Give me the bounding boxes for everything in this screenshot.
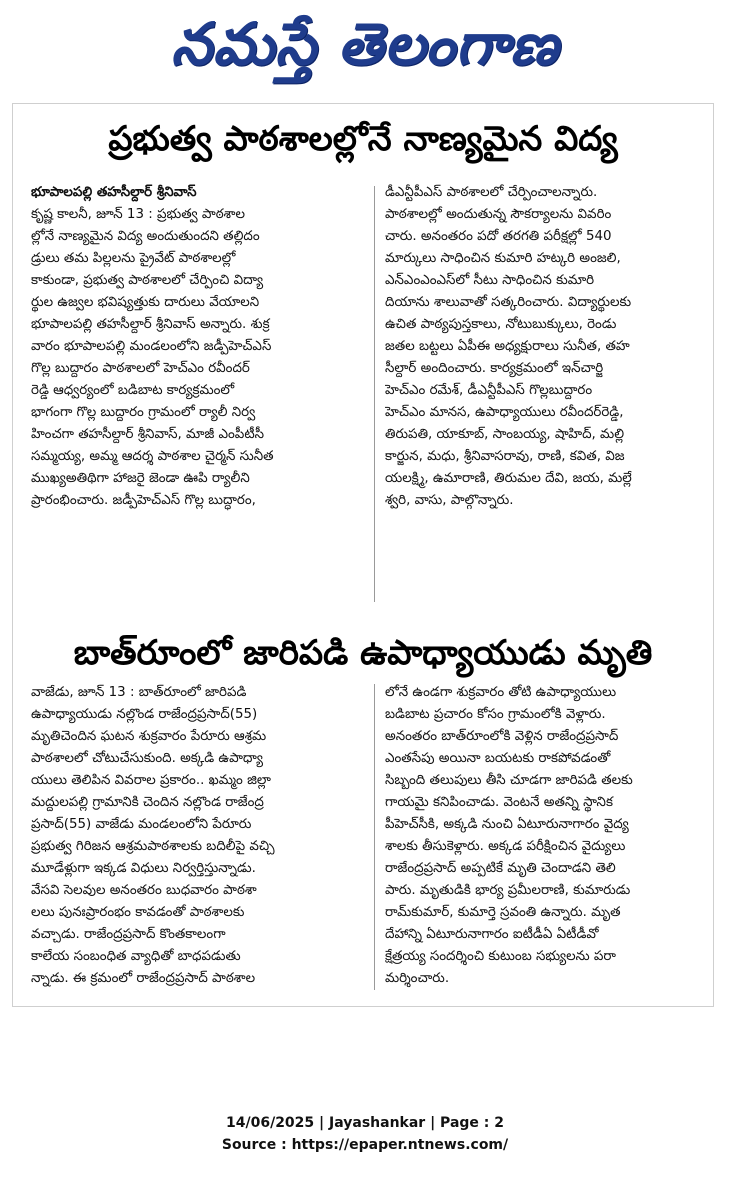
text-line: డ్రులు తమ పిల్లలను ప్రైవేట్ పాఠశాలల్లో <box>31 251 236 266</box>
text-line: సమ్మయ్య, అమ్మ ఆదర్శ పాఠశాల చైర్మన్ సునీత <box>31 449 274 464</box>
text-line: క్షేత్రయ్య సందర్శించి కుటుంబ సభ్యులను పరా <box>385 949 616 964</box>
text-line: రామ్‌కుమార్, కుమార్తె స్రవంతి ఉన్నారు. మృత <box>385 905 621 920</box>
text-line: జతల బట్టలు ఏపీఈ అధ్యక్షురాలు సునీత, తహ <box>385 339 630 354</box>
column-divider <box>374 186 375 602</box>
text-line: లోనే ఉండగా శుక్రవారం తోటి ఉపాధ్యాయులు <box>385 685 617 700</box>
text-line: చారు. అనంతరం పదో తరగతి పరీక్షల్లో 540 <box>385 229 612 244</box>
text-line: సిబ్బంది తలుపులు తీసి చూడగా జారిపడి తలకు <box>385 773 633 788</box>
text-line: మార్కులు సాధించిన కుమారి హట్కరి అంజలి, <box>385 251 621 266</box>
text-line: వాజేడు, జూన్ 13 : బాత్‌రూంలో జారిపడి <box>31 685 247 700</box>
text-line: తిరుపతి, యాకూబ్, సాంబయ్య, షాహిద్, మల్లి <box>385 427 625 442</box>
text-line: బడిబాట ప్రచారం కోసం గ్రామంలోకి వెళ్లారు. <box>385 707 606 722</box>
article1-column-left <box>31 182 365 602</box>
article1-column-right <box>385 182 703 602</box>
text-line: భాగంగా గొల్ల బుద్దారం గ్రామంలో ర్యాలీ నిర్వ <box>31 405 256 420</box>
text-line: దేహాన్ని ఏటూరునాగారం ఐటీడీఏ ఏటీడీవో <box>385 927 599 942</box>
news-clipping <box>12 103 714 1007</box>
text-line: మర్శించారు. <box>385 971 450 986</box>
text-line: రాజేంద్రప్రసాద్ అప్పటికే మృతి చెందాడని తెలి <box>385 861 616 876</box>
text-line: కాలేయ సంబంధిత వ్యాధితో బాధపడుతు <box>31 949 241 964</box>
text-line: ప్రభుత్వ గిరిజన ఆశ్రమపాఠశాలకు బదిలీపై వచ్చి <box>31 839 275 854</box>
text-line: అనంతరం బాత్‌రూంలోకి వెళ్లిన రాజేంద్రప్రసాద్ <box>385 729 619 744</box>
text-line: శాలకు తీసుకెళ్లారు. అక్కడ పరీక్షించిన వైద్యులు <box>385 839 626 854</box>
text-line: వచ్చాడు. రాజేంద్రప్రసాద్ కొంతకాలంగా <box>31 927 226 942</box>
text-line: లలు పునఃప్రారంభం కావడంతో పాఠశాలకు <box>31 905 245 920</box>
article1-byline: భూపాలపల్లి తహసీల్దార్ శ్రీనివాస్ <box>31 185 197 200</box>
text-line: భూపాలపల్లి తహసీల్దార్ శ్రీనివాస్ అన్నారు. శుక్ర <box>31 317 270 332</box>
text-line: యలక్ష్మి, ఉమారాణి, తిరుమల దేవి, జయ, మల్లే <box>385 471 632 486</box>
article2-headline: బాత్‌రూంలో జారిపడి ఉపాధ్యాయుడు మృతి <box>73 633 653 673</box>
footer-source-link[interactable]: Source : https://epaper.ntnews.com/ <box>221 1137 509 1153</box>
text-line: దియాను శాలువాతో సత్కరించారు. విద్యార్థులకు <box>385 295 632 310</box>
text-line: పాఠశాలలో చోటుచేసుకుంది. అక్కడి ఉపాధ్యా <box>31 751 263 766</box>
text-line: మద్దులపల్లి గ్రామానికి చెందిన నల్లొండ రాజేంద్ర <box>31 795 264 810</box>
text-line: ఎన్ఎంఎంఎస్‌లో సీటు సాధించిన కుమారి <box>385 273 595 288</box>
text-line: ఎంతసేపు అయినా బయటకు రాకపోవడంతో <box>385 751 611 766</box>
text-line: కాకుండా, ప్రభుత్వ పాఠశాలలో చేర్పించి విద్యా <box>31 273 264 288</box>
text-line: ప్రారంభించారు. జడ్పీహెచ్ఎస్ గొల్ల బుద్ధారం, <box>31 493 256 508</box>
text-line: కృష్ణ కాలనీ, జూన్ 13 : ప్రభుత్వ పాఠశాల <box>31 207 245 222</box>
text-line: పాఠశాలల్లో అందుతున్న సౌకర్యాలను వివరిం <box>385 207 612 222</box>
text-line: మూడేళ్లుగా ఇక్కడ విధులు నిర్వర్తిస్తున్నాడు. <box>31 861 256 876</box>
text-line: ల్లోనే నాణ్యమైన విద్య అందుతుందని తల్లిదం <box>31 229 260 244</box>
text-line: వేసవి సెలవుల అనంతరం బుధవారం పాఠశా <box>31 883 257 898</box>
footer-date-edition: 14/06/2025 | Jayashankar | Page : 2 <box>226 1115 504 1131</box>
column-divider <box>374 684 375 990</box>
text-line: యులు తెలిపిన వివరాల ప్రకారం.. ఖమ్మం జిల్లా <box>31 773 271 788</box>
article2-column-left <box>31 682 365 992</box>
text-line: డీఎన్టీపీఎస్ పాఠశాలలో చేర్పించాలన్నారు. <box>385 185 598 200</box>
text-line: ప్రసాద్(55) వాజేడు మండలంలోని పేరూరు <box>31 817 252 832</box>
text-line: కార్జున, మధు, శ్రీనివాసరావు, రాణి, కవిత, విజ <box>385 449 625 464</box>
text-line: హెచ్ఎం మానస, ఉపాధ్యాయులు రవీందర్‌రెడ్డి, <box>385 405 624 420</box>
text-line: ముఖ్యఅతిథిగా హాజరై జెండా ఊపి ర్యాలీని <box>31 471 250 486</box>
text-line: గాయమై కనిపించాడు. వెంటనే అతన్ని స్థానిక <box>385 795 613 810</box>
text-line: సీల్దార్ అందించారు. కార్యక్రమంలో ఇన్‌చార్జి <box>385 361 604 376</box>
article1-headline: ప్రభుత్వ పాఠశాలల్లోనే నాణ్యమైన విద్య <box>108 119 618 159</box>
text-line: పారు. మృతుడికి భార్య ప్రమీలరాణి, కుమారుడు <box>385 883 631 898</box>
text-line: పీహెచ్‌సీకి, అక్కడి నుంచి ఏటూరునాగారం వైద్య <box>385 817 629 832</box>
text-line: హెచ్ఎం రమేశ్, డీఎన్టీపీఎస్ గొల్లబుద్దారం <box>385 383 593 398</box>
text-line: రెడ్డి ఆధ్వర్యంలో బడిబాట కార్యక్రమంలో <box>31 383 235 398</box>
text-line: శ్వరి, వాసు, పాల్గొన్నారు. <box>385 493 514 508</box>
text-line: ఉపాధ్యాయుడు నల్లొండ రాజేంద్రప్రసాద్(55) <box>31 707 258 722</box>
text-line: న్నాడు. ఈ క్రమంలో రాజేంద్రప్రసాద్ పాఠశాల <box>31 971 256 986</box>
text-line: హించగా తహసీల్దార్ శ్రీనివాస్, మాజీ ఎంపీటీసీ <box>31 427 265 442</box>
masthead-logo: నమస్తే తెలంగాణ <box>171 10 559 78</box>
text-line: గొల్ల బుద్దారం పాఠశాలలో హెచ్ఎం రవీందర్ <box>31 361 250 376</box>
article2-column-right <box>385 682 703 992</box>
text-line: ఉచిత పాఠ్యపుస్తకాలు, నోటుబుక్కులు, రెండు <box>385 317 617 332</box>
text-line: వారం భూపాలపల్లి మండలంలోని జడ్పీహెచ్ఎస్ <box>31 339 272 354</box>
text-line: మృతిచెందిన ఘటన శుక్రవారం పేరూరు ఆశ్రమ <box>31 729 267 744</box>
text-line: ర్థుల ఉజ్వల భవిష్యత్తుకు దారులు వేయాలని <box>31 295 260 310</box>
